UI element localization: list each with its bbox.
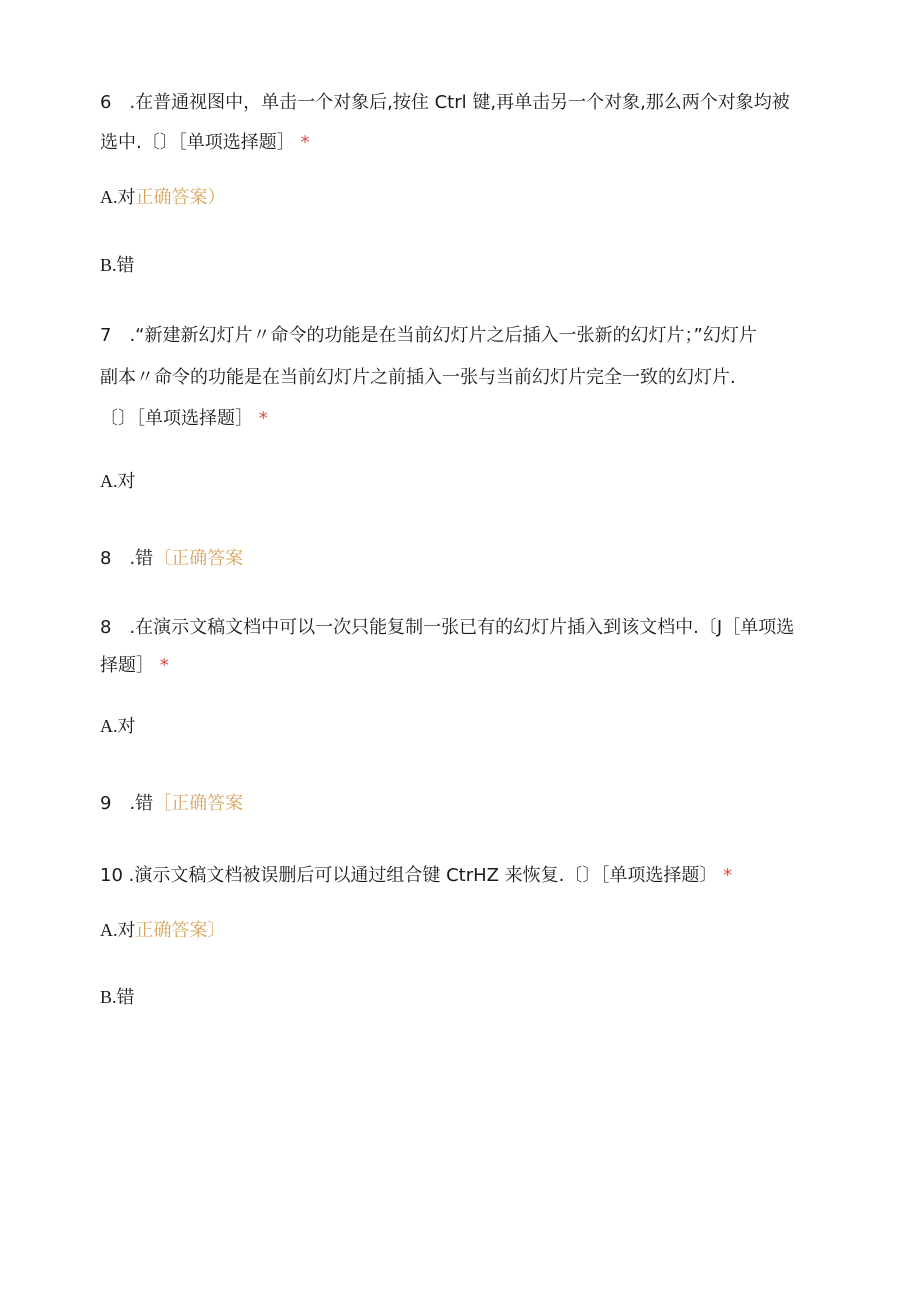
question-text: 选中.〔〕［单项选择题］ [100,132,295,153]
question-6-line-1 [100,91,790,115]
option-text: 8 .错 [100,548,154,569]
question-text: 择题］ [100,655,154,676]
correct-answer-mark: 正确答案） [135,187,226,208]
required-star: * [159,655,169,676]
question-7-line-3 [100,407,268,431]
required-star: * [258,408,268,429]
option-text: A.对 [100,716,136,736]
question-text: 7 .“新建新幻灯片〃命令的功能是在当前幻灯片之后插入一张新的幻灯片；”幻灯片 [100,325,757,346]
question-7-option-b [100,547,243,571]
question-6-line-2 [100,131,309,155]
question-10-option-b [100,985,135,1009]
question-8-line-2 [100,654,169,678]
question-text: 副本〃命令的功能是在当前幻灯片之前插入一张与当前幻灯片完全一致的幻灯片. [100,367,736,388]
question-10-line-1 [100,864,732,888]
question-7-line-1 [100,324,757,348]
correct-answer-mark: ［正确答案 [153,793,244,814]
question-10-option-a [100,918,226,942]
question-text: 6 .在普通视图中，单击一个对象后,按住 Ctrl 键,再单击另一个对象,那么两个对象均被 [100,92,790,113]
option-text: B.错 [100,987,135,1007]
question-8-option-b [100,792,243,816]
question-text: 8 .在演示文稿文档中可以一次只能复制一张已有的幻灯片插入到该文档中.〔J［单项选 [100,617,795,638]
correct-answer-mark: 〔正确答案 [153,548,244,569]
question-7-option-a [100,469,136,493]
question-6-option-b [100,253,135,277]
question-7-line-2 [100,366,736,390]
correct-answer-mark: 正确答案〕 [135,920,226,941]
question-text: 〔〕［单项选择题］ [100,408,253,429]
option-text: A.对 [100,187,136,207]
required-star: * [723,865,733,886]
question-text: 10 .演示文稿文档被误删后可以通过组合键 CtrHZ 来恢复.〔〕［单项选择题〕 [100,865,718,886]
question-6-option-a [100,185,226,209]
question-8-line-1 [100,616,794,640]
required-star: * [300,132,310,153]
option-text: 9 .错 [100,793,154,814]
option-text: A.对 [100,471,136,491]
option-text: A.对 [100,920,136,940]
question-8-option-a [100,714,136,738]
option-text: B.错 [100,255,135,275]
